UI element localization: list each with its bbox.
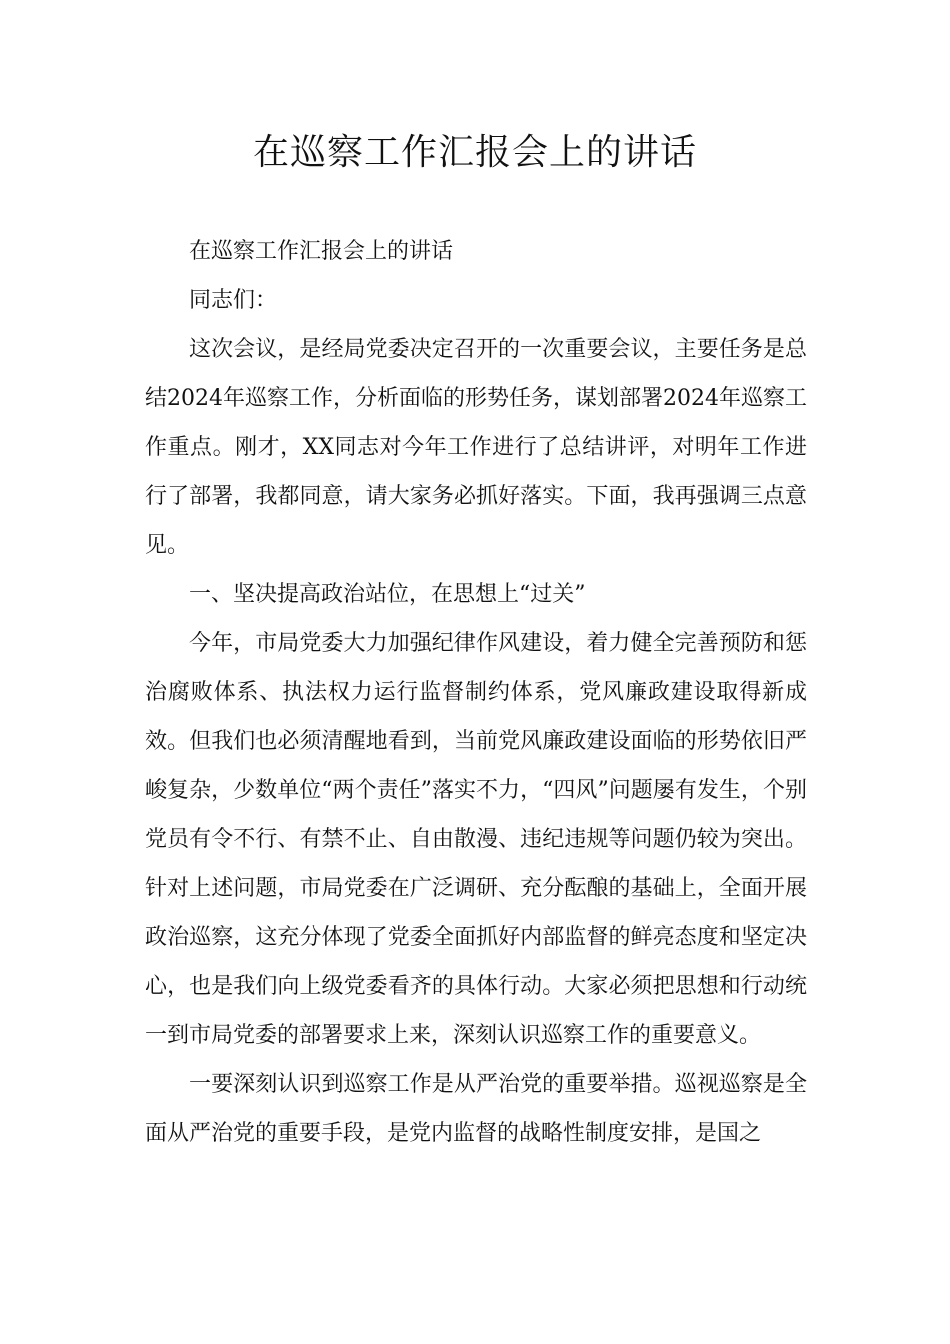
paragraph-subtitle: 在巡察工作汇报会上的讲话 <box>189 239 454 264</box>
paragraph-point-one: 一要深刻认识到巡察工作是从严治党的重要举措。巡视巡察是全面从严治党的重要手段，是党内监督的战略性制度安排，是国之 <box>145 1072 807 1146</box>
paragraph-intro: 这次会议，是经局党委决定召开的一次重要会议，主要任务是总结2024年巡察工作，分析面临的形势任务，谋划部署2024年巡察工作重点。刚才，XX同志对今年工作进行了总结讲评，对明年工作进行了部署，我都同意，请大家务必抓好落实。下面，我再强调三点意见。 <box>145 337 807 558</box>
document-body <box>145 227 807 1158</box>
paragraph-section-body: 今年，市局党委大力加强纪律作风建设，着力健全完善预防和惩治腐败体系、执法权力运行监督制约体系，党风廉政建设取得新成效。但我们也必须清醒地看到，当前党风廉政建设面临的形势依旧严峻复杂，少数单位“两个责任”落实不力，“四风”问题屡有发生，个别党员有令不行、有禁不止、自由散漫、违纪违规等问题仍较为突出。针对上述问题，市局党委在广泛调研、充分酝酿的基础上，全面开展政治巡察，这充分体现了党委全面抓好内部监督的鲜亮态度和坚定决心，也是我们向上级党委看齐的具体行动。大家必须把思想和行动统一到市局党委的部署要求上来，深刻认识巡察工作的重要意义。 <box>145 631 807 1048</box>
paragraph-salutation: 同志们： <box>189 288 278 313</box>
document-title: 在巡察工作汇报会上的讲话 <box>252 132 697 173</box>
paragraph-section-heading: 一、坚决提高政治站位，在思想上“过关” <box>189 582 586 607</box>
